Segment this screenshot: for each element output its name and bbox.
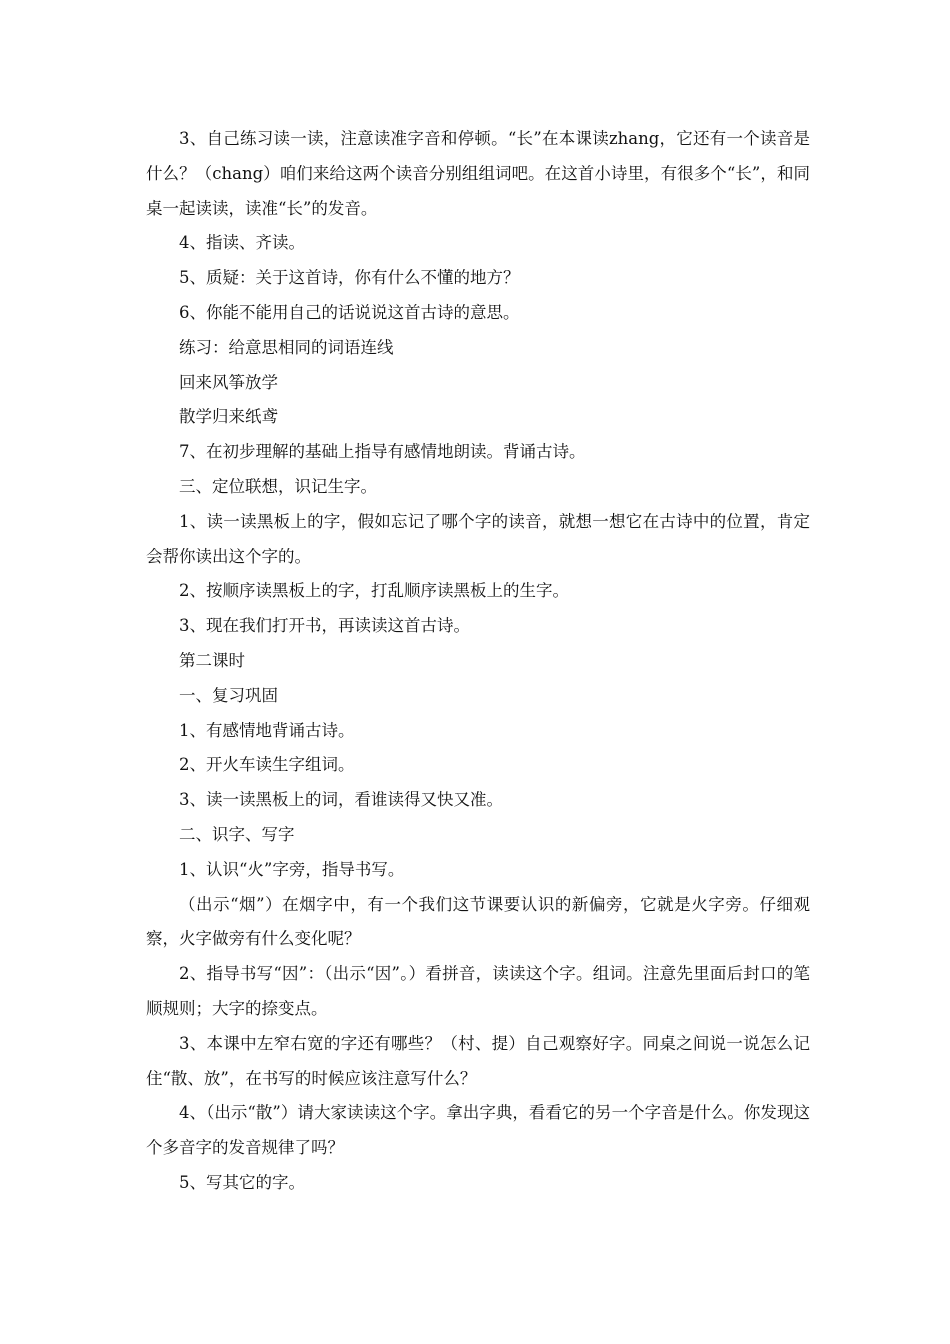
paragraph: 7、在初步理解的基础上指导有感情地朗读。背诵古诗。 bbox=[179, 442, 586, 462]
lesson-heading: 第二课时 bbox=[179, 650, 245, 670]
paragraph: 2、开火车读生字组词。 bbox=[179, 755, 355, 775]
paragraph: 3、读一读黑板上的词，看谁读得又快又准。 bbox=[179, 790, 503, 810]
document-body bbox=[146, 122, 810, 1201]
paragraph: 2、指导书写“因”：（出示“因”。）看拼音，读读这个字。组词。注意先里面后封口的笔顺规则；大字的捺变点。 bbox=[146, 964, 810, 1018]
paragraph: 练习：给意思相同的词语连线 bbox=[179, 337, 394, 357]
paragraph: 3、自己练习读一读，注意读准字音和停顿。“长”在本课读zhang，它还有一个读音是什么？（chang）咱们来给这两个读音分别组组词吧。在这首小诗里，有很多个“长”，和同桌一起读读，读准“长”的发音。 bbox=[146, 129, 810, 218]
paragraph: 5、质疑：关于这首诗，你有什么不懂的地方？ bbox=[179, 268, 520, 288]
paragraph: 2、按顺序读黑板上的字，打乱顺序读黑板上的生字。 bbox=[179, 581, 569, 601]
paragraph: （出示“烟”）在烟字中，有一个我们这节课要认识的新偏旁，它就是火字旁。仔细观察，火字做旁有什么变化呢？ bbox=[146, 894, 810, 949]
paragraph: 1、读一读黑板上的字，假如忘记了哪个字的读音，就想一想它在古诗中的位置，肯定会帮你读出这个字的。 bbox=[146, 511, 810, 566]
paragraph: 4、（出示“散”）请大家读读这个字。拿出字典，看看它的另一个字音是什么。你发现这个多音字的发音规律了吗？ bbox=[146, 1103, 810, 1158]
section-heading: 三、定位联想，识记生字。 bbox=[179, 476, 377, 496]
paragraph: 3、现在我们打开书，再读读这首古诗。 bbox=[179, 616, 470, 636]
paragraph: 1、认识“火”字旁，指导书写。 bbox=[179, 859, 405, 879]
paragraph: 5、写其它的字。 bbox=[179, 1172, 305, 1192]
paragraph: 1、有感情地背诵古诗。 bbox=[179, 720, 355, 740]
paragraph: 回来风筝放学 bbox=[179, 372, 278, 392]
paragraph: 4、指读、齐读。 bbox=[179, 233, 305, 253]
section-heading: 二、识字、写字 bbox=[179, 824, 295, 844]
paragraph: 3、本课中左窄右宽的字还有哪些？（村、提）自己观察好字。同桌之间说一说怎么记住“散、放”，在书写的时候应该注意写什么？ bbox=[146, 1033, 810, 1088]
section-heading: 一、复习巩固 bbox=[179, 685, 278, 705]
paragraph: 6、你能不能用自己的话说说这首古诗的意思。 bbox=[179, 302, 520, 322]
paragraph: 散学归来纸鸢 bbox=[179, 407, 278, 427]
